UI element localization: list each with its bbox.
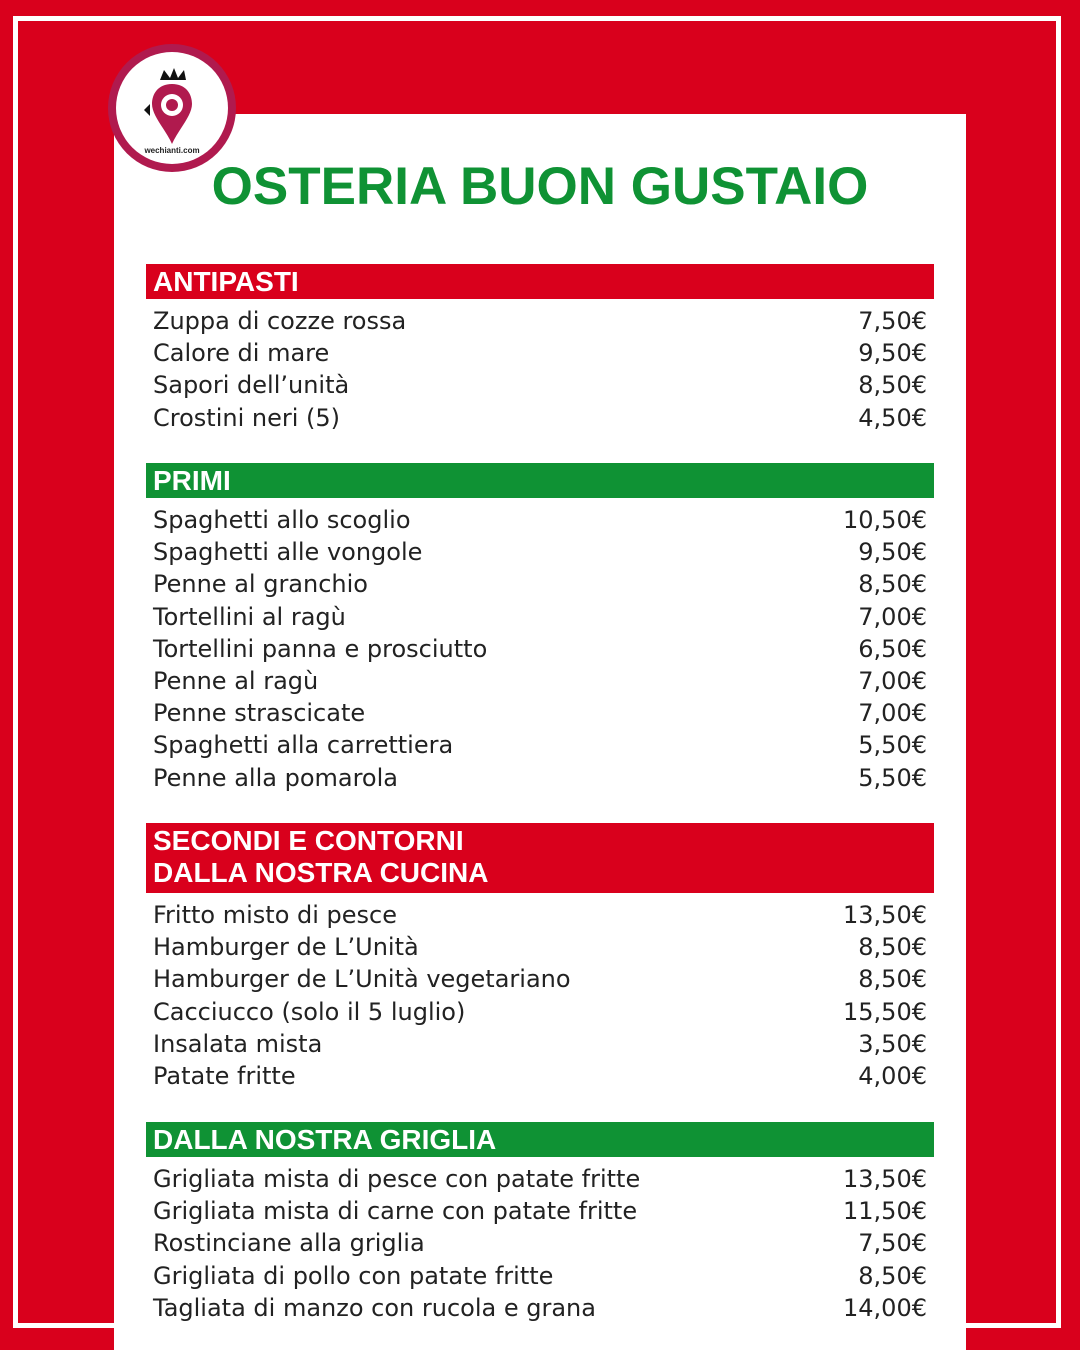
item-name: Grigliata mista di carne con patate fritte (153, 1197, 638, 1226)
item-name: Tortellini panna e prosciutto (153, 634, 488, 663)
item-name: Spaghetti alle vongole (153, 538, 423, 567)
menu-item (153, 504, 927, 536)
item-price: 4,00€ (858, 1061, 927, 1090)
item-name: Tagliata di manzo con rucola e grana (153, 1293, 596, 1322)
item-price: 11,50€ (843, 1197, 927, 1226)
menu-item (153, 536, 927, 568)
item-price: 8,50€ (858, 933, 927, 962)
menu-item (153, 601, 927, 633)
item-name: Crostini neri (5) (153, 403, 341, 432)
item-name: Penne strascicate (153, 699, 366, 728)
item-list (146, 498, 934, 794)
item-price: 13,50€ (843, 1165, 927, 1193)
item-name: Tortellini al ragù (153, 602, 346, 631)
item-name: Zuppa di cozze rossa (153, 307, 407, 335)
section-header-line-2: DALLA NOSTRA CUCINA (153, 857, 489, 888)
menu-item (153, 337, 927, 369)
item-price: 9,50€ (858, 538, 927, 567)
menu-item (153, 369, 927, 401)
menu-item (153, 963, 927, 995)
menu-item (153, 1260, 927, 1292)
menu-item (153, 305, 927, 337)
item-price: 8,50€ (858, 371, 927, 400)
item-price: 10,50€ (843, 506, 927, 534)
section-header: ANTIPASTI (146, 264, 934, 299)
item-name: Penne al granchio (153, 570, 368, 599)
item-price: 7,00€ (858, 699, 927, 728)
section-header: PRIMI (146, 463, 934, 498)
menu-item (153, 729, 927, 761)
item-list (146, 1157, 934, 1324)
item-list (146, 299, 934, 434)
item-price: 7,50€ (858, 307, 927, 335)
item-name: Fritto misto di pesce (153, 901, 397, 929)
item-name: Hamburger de L’Unità (153, 933, 419, 962)
logo-badge (116, 52, 228, 164)
item-price: 14,00€ (843, 1293, 927, 1322)
item-price: 5,50€ (858, 731, 927, 760)
menu-item (153, 1163, 927, 1195)
item-price: 15,50€ (843, 997, 927, 1026)
menu-item (153, 697, 927, 729)
menu-item (153, 931, 927, 963)
item-name: Rostinciane alla griglia (153, 1229, 425, 1258)
item-price: 8,50€ (858, 570, 927, 599)
item-name: Grigliata mista di pesce con patate fritte (153, 1165, 641, 1193)
item-name: Insalata mista (153, 1029, 323, 1058)
item-name: Grigliata di pollo con patate fritte (153, 1261, 554, 1290)
section-secondi-contorni (146, 823, 934, 1092)
item-price: 3,50€ (858, 1029, 927, 1058)
item-price: 8,50€ (858, 1261, 927, 1290)
section-antipasti (146, 264, 934, 434)
menu-item (153, 1195, 927, 1227)
menu-item (153, 665, 927, 697)
item-name: Calore di mare (153, 339, 330, 368)
item-price: 9,50€ (858, 339, 927, 368)
menu-item (153, 633, 927, 665)
item-name: Patate fritte (153, 1061, 296, 1090)
item-price: 7,00€ (858, 666, 927, 695)
menu-item (153, 899, 927, 931)
item-price: 13,50€ (843, 901, 927, 929)
menu-item (153, 762, 927, 794)
section-griglia (146, 1122, 934, 1324)
menu-item (153, 402, 927, 434)
item-name: Hamburger de L’Unità vegetariano (153, 965, 571, 994)
logo-text: wechianti.com (144, 146, 200, 155)
menu-item (153, 1292, 927, 1324)
menu-item (153, 1028, 927, 1060)
item-name: Penne al ragù (153, 666, 319, 695)
menu-item (153, 1227, 927, 1259)
item-price: 8,50€ (858, 965, 927, 994)
page-title: OSTERIA BUON GUSTAIO (211, 157, 869, 216)
menu-item (153, 996, 927, 1028)
item-price: 7,00€ (858, 602, 927, 631)
item-price: 7,50€ (858, 1229, 927, 1258)
item-price: 6,50€ (858, 634, 927, 663)
item-price: 5,50€ (858, 763, 927, 792)
item-name: Spaghetti allo scoglio (153, 506, 411, 534)
section-header: DALLA NOSTRA GRIGLIA (146, 1122, 934, 1157)
section-primi (146, 463, 934, 794)
item-name: Spaghetti alla carrettiera (153, 731, 454, 760)
item-name: Cacciucco (solo il 5 luglio) (153, 997, 466, 1026)
section-header (146, 823, 934, 893)
item-price: 4,50€ (858, 403, 927, 432)
section-header-line-1: SECONDI E CONTORNI (153, 825, 464, 856)
item-list (146, 893, 934, 1092)
menu-item (153, 568, 927, 600)
item-name: Sapori dell’unità (153, 371, 350, 400)
item-name: Penne alla pomarola (153, 763, 398, 792)
menu-item (153, 1060, 927, 1092)
